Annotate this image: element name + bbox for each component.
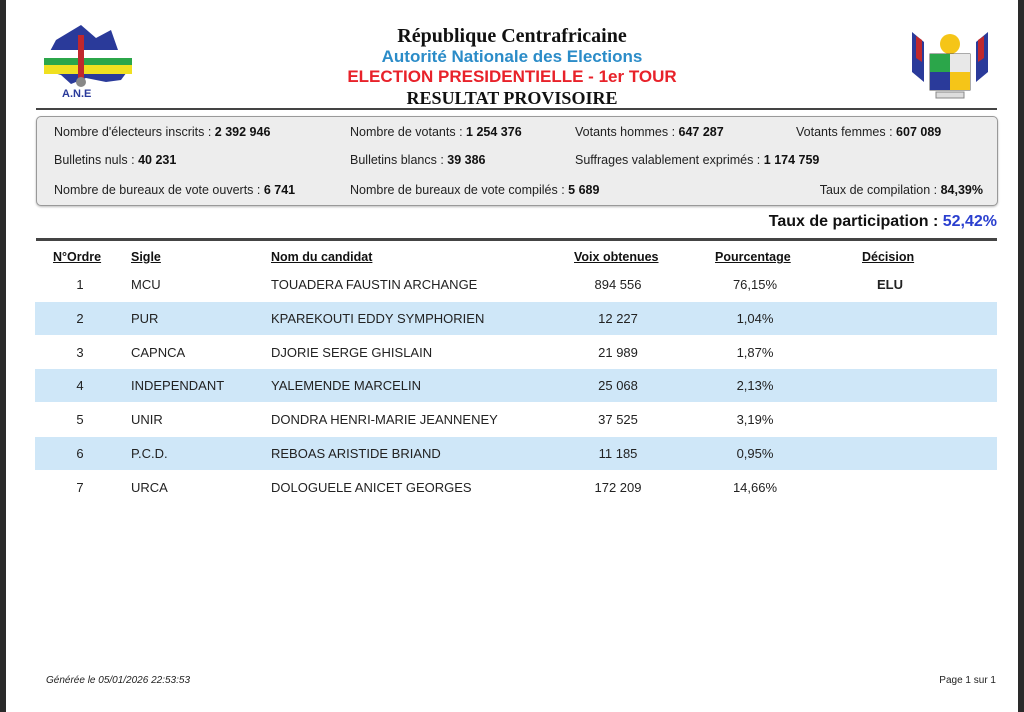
election-title: ELECTION PRESIDENTIELLE - 1er TOUR [347, 67, 677, 86]
stat-hommes: Votants hommes : 647 287 [575, 125, 724, 139]
cell-nom: KPAREKOUTI EDDY SYMPHORIEN [271, 310, 485, 326]
cell-sigle: MCU [131, 277, 161, 292]
cell-nom: REBOAS ARISTIDE BRIAND [271, 446, 441, 461]
header-divider [36, 108, 997, 110]
cell-voix: 25 068 [598, 378, 638, 394]
header-pourcentage: Pourcentage [715, 250, 791, 264]
header-decision: Décision [862, 250, 915, 264]
cell-ordre: 1 [76, 277, 84, 292]
cell-ordre: 2 [76, 310, 84, 326]
header-sigle: Sigle [131, 250, 161, 264]
cell-pct: 0,95% [736, 446, 774, 461]
stat-femmes: Votants femmes : 607 089 [796, 125, 942, 139]
cell-voix: 37 525 [598, 412, 638, 428]
cell-pct: 1,87% [736, 344, 774, 360]
cell-nom: DJORIE SERGE GHISLAIN [271, 344, 433, 360]
stat-bureaux-compiles: Nombre de bureaux de vote compilés : 5 689 [350, 183, 600, 197]
cell-pct: 3,19% [736, 412, 774, 428]
participation-rate: Taux de participation : 52,42% [768, 213, 997, 230]
document-title: RESULTAT PROVISOIRE [406, 88, 618, 108]
table-row [35, 403, 997, 436]
page-number: Page 1 sur 1 [939, 675, 996, 686]
authority-title: Autorité Nationale des Elections [381, 47, 643, 66]
cell-sigle: PUR [131, 310, 159, 326]
cell-voix: 172 209 [594, 479, 642, 495]
cell-sigle: INDEPENDANT [131, 378, 225, 394]
cell-ordre: 6 [76, 446, 84, 461]
cell-ordre: 4 [76, 378, 84, 394]
cell-decision: ELU [877, 277, 903, 292]
cell-pct: 76,15% [732, 277, 778, 292]
header-ordre: N°Ordre [53, 250, 102, 264]
cell-sigle: URCA [131, 479, 168, 495]
stat-exprimes: Suffrages valablement exprimés : 1 174 759 [575, 153, 820, 167]
header-voix: Voix obtenues [574, 250, 659, 264]
cell-nom: YALEMENDE MARCELIN [271, 378, 422, 394]
cell-voix: 11 185 [598, 446, 638, 461]
stat-votants: Nombre de votants : 1 254 376 [350, 125, 522, 139]
cell-voix: 894 556 [594, 277, 642, 292]
cell-sigle: P.C.D. [131, 446, 168, 461]
table-row [35, 336, 997, 369]
cell-sigle: CAPNCA [131, 344, 186, 360]
stat-blancs: Bulletins blancs : 39 386 [350, 153, 486, 167]
cell-voix: 12 227 [598, 310, 638, 326]
cell-ordre: 3 [76, 344, 84, 360]
country-title: République Centrafricaine [397, 25, 627, 47]
cell-nom: DONDRA HENRI-MARIE JEANNENEY [271, 412, 498, 428]
cell-pct: 2,13% [736, 378, 774, 394]
header-nom: Nom du candidat [271, 250, 373, 264]
cell-voix: 21 989 [598, 344, 638, 360]
table-row [35, 268, 997, 301]
stat-compilation: Taux de compilation : 84,39% [819, 183, 983, 197]
stat-bureaux-ouverts: Nombre de bureaux de vote ouverts : 6 741 [54, 183, 296, 197]
stat-inscrits: Nombre d'électeurs inscrits : 2 392 946 [54, 125, 271, 139]
stats-panel [36, 116, 998, 206]
cell-nom: TOUADERA FAUSTIN ARCHANGE [271, 277, 478, 292]
stat-nuls: Bulletins nuls : 40 231 [54, 153, 177, 167]
table-row [35, 437, 997, 470]
cell-nom: DOLOGUELE ANICET GEORGES [271, 479, 472, 495]
svg-text:A.N.E: A.N.E [62, 88, 92, 100]
cell-ordre: 7 [76, 479, 84, 495]
cell-pct: 14,66% [732, 479, 778, 495]
cell-sigle: UNIR [131, 412, 163, 428]
generated-timestamp: Générée le 05/01/2026 22:53:53 [46, 675, 191, 686]
table-row [35, 471, 997, 504]
table-row [35, 302, 997, 335]
table-row [35, 369, 997, 402]
table-divider [36, 238, 997, 241]
cell-pct: 1,04% [736, 310, 774, 326]
cell-ordre: 5 [76, 412, 84, 428]
